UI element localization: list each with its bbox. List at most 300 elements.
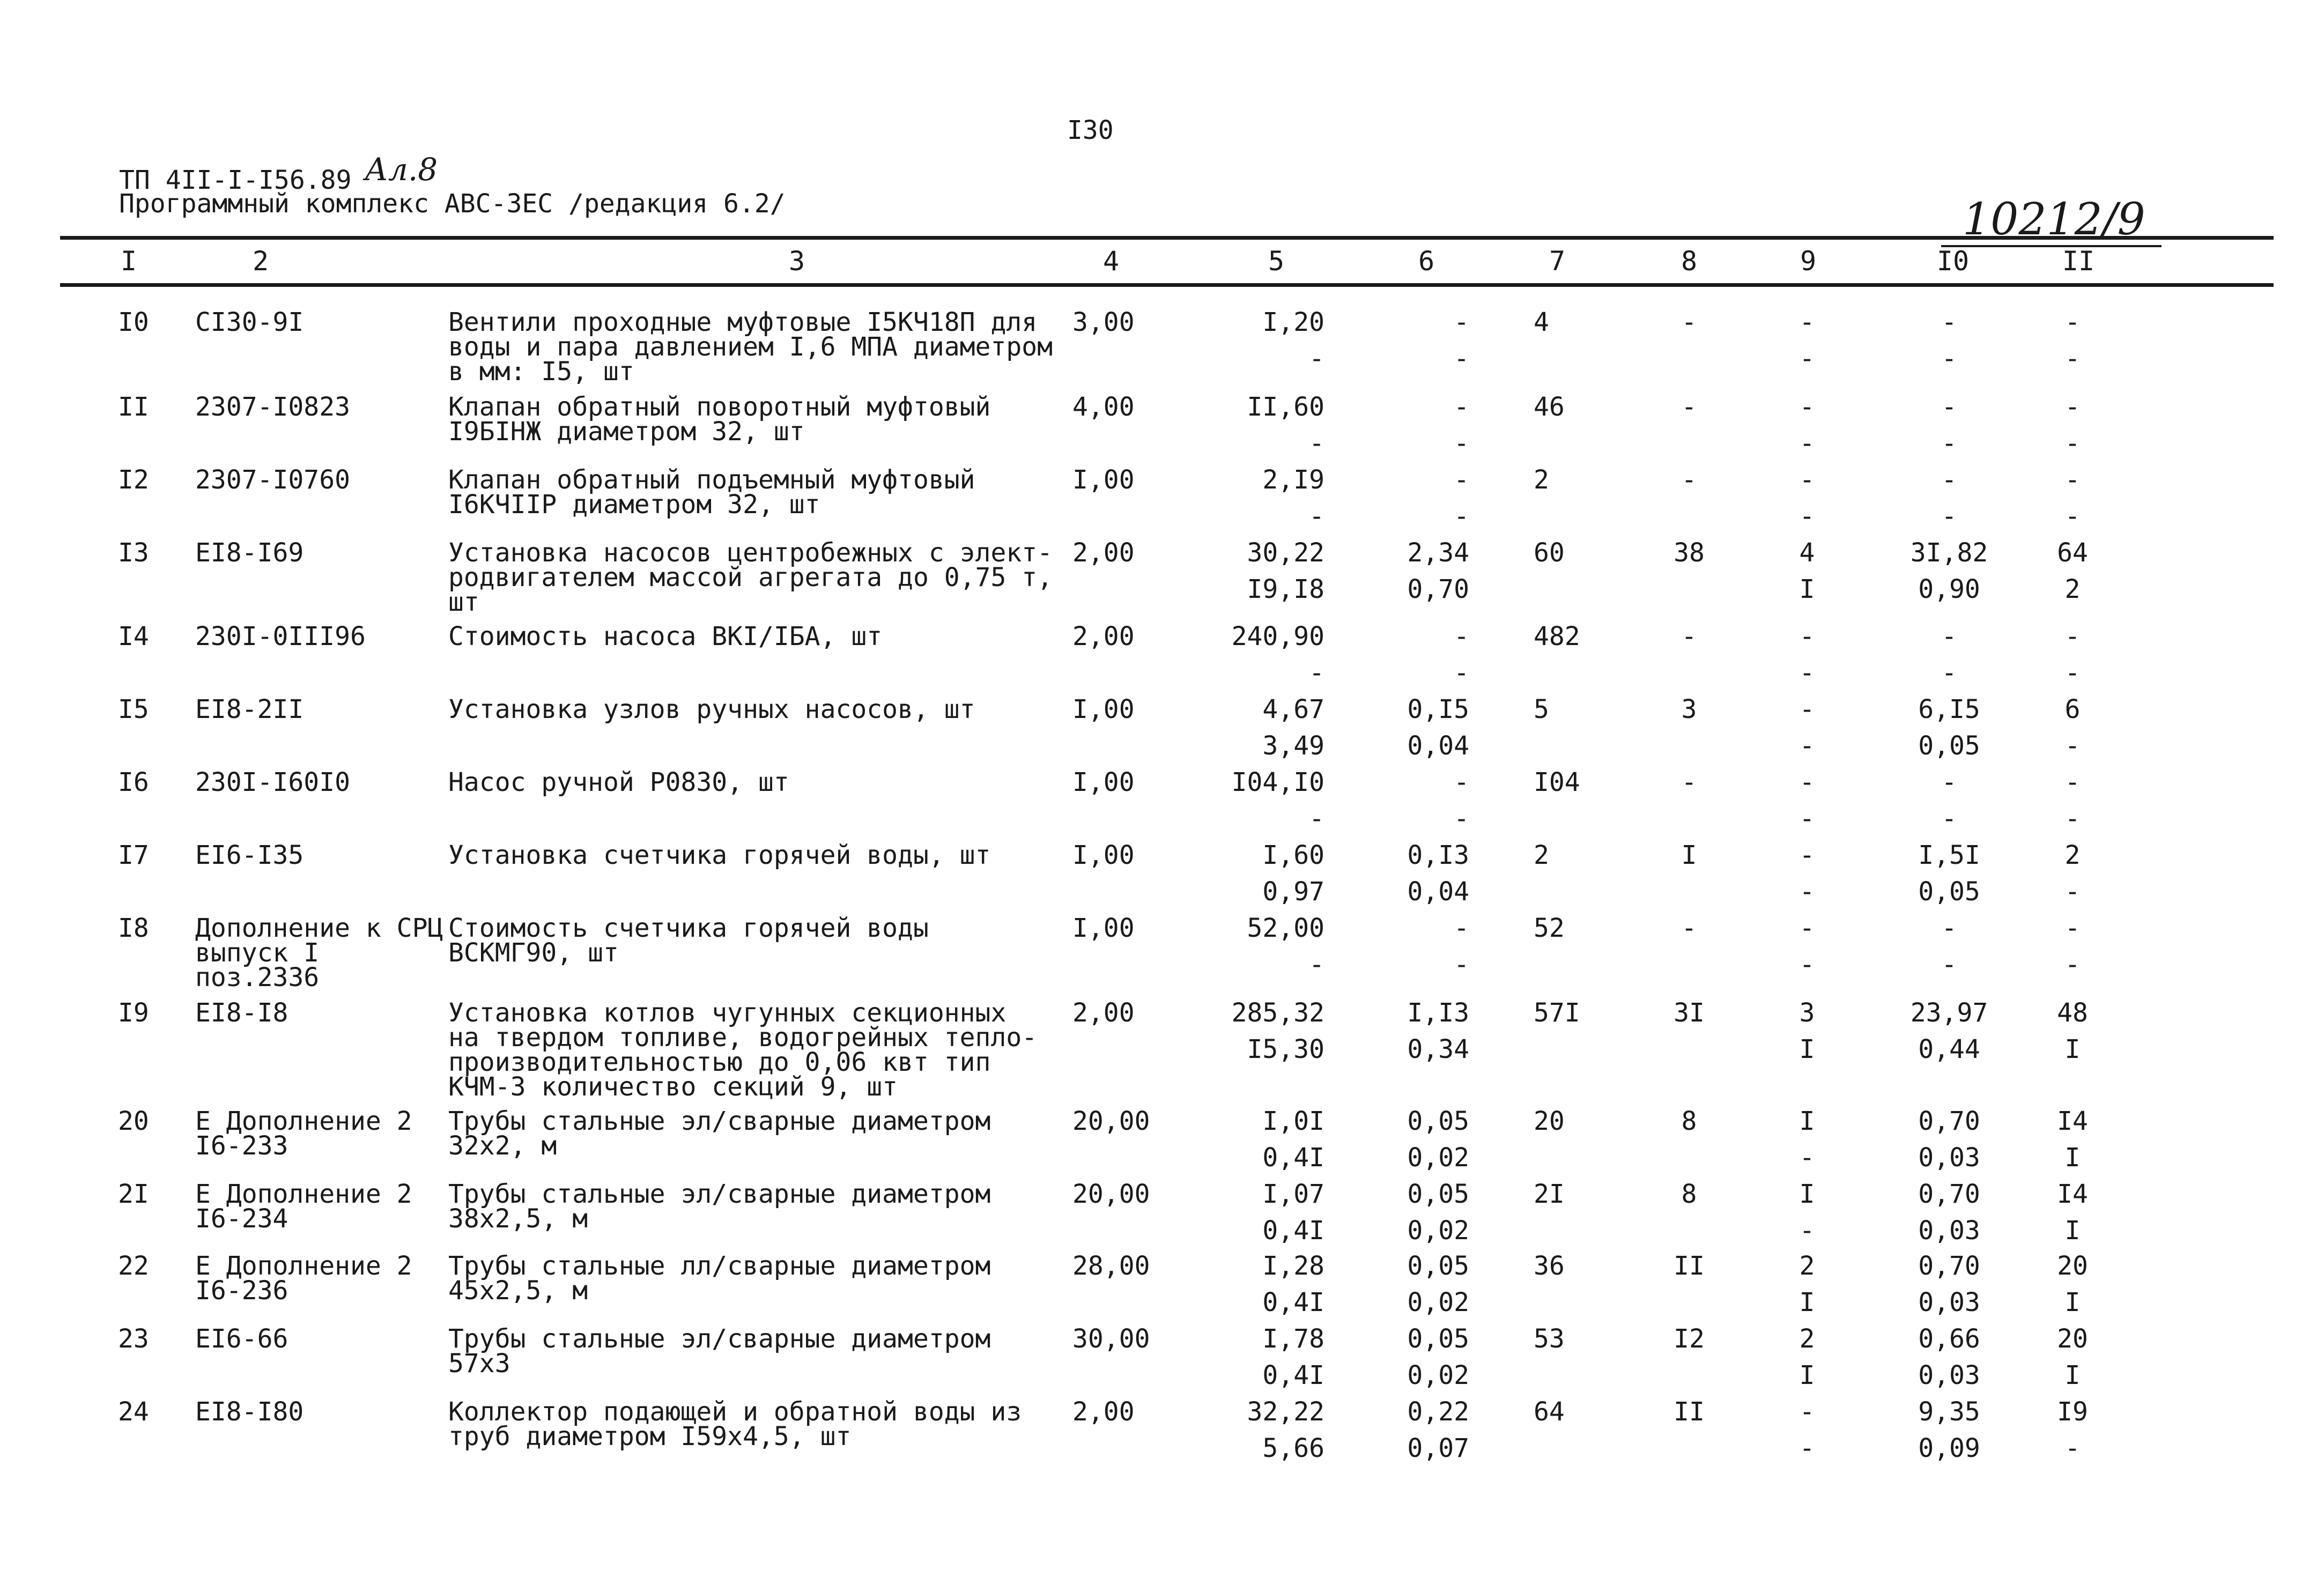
row-col11-sub: I — [2064, 1360, 2081, 1390]
row-col5-sub: 0,4I — [1262, 1143, 1324, 1173]
col-head-10: I0 — [1936, 246, 1970, 277]
row-number: I4 — [118, 621, 149, 651]
col-head-8: 8 — [1681, 246, 1698, 277]
row-col9-sub: I — [1799, 1360, 1815, 1390]
row-col9 — [1786, 1324, 1829, 1390]
row-col5-sub: 3,49 — [1262, 731, 1324, 761]
row-col10-sub: 0,44 — [1918, 1034, 1980, 1064]
col-head-11: II — [2062, 246, 2095, 277]
row-col7: 46 — [1534, 392, 1565, 422]
row-col7: 64 — [1534, 1397, 1565, 1427]
row-col11-main: - — [2064, 307, 2081, 337]
row-col5 — [1217, 392, 1324, 458]
row-col6-sub: 0,02 — [1407, 1360, 1469, 1390]
row-col10-main: 0,70 — [1918, 1179, 1980, 1209]
row-col10 — [1909, 621, 1989, 688]
row-col5-sub: - — [1309, 804, 1324, 834]
row-col11-main: I4 — [2057, 1106, 2088, 1136]
row-quantity: 2,00 — [1072, 538, 1135, 568]
row-col8: 3I — [1674, 998, 1705, 1028]
col-head-7: 7 — [1549, 246, 1566, 277]
row-col8: 3 — [1681, 694, 1697, 724]
row-col5-main: I,28 — [1262, 1251, 1324, 1281]
row-col9 — [1786, 621, 1829, 688]
row-col10 — [1909, 1324, 1989, 1390]
row-col11-main: I4 — [2057, 1179, 2088, 1209]
row-col11-sub: I — [2064, 1287, 2081, 1317]
row-col9-sub: - — [1799, 804, 1815, 834]
row-col10-sub: - — [1941, 950, 1957, 980]
row-col8: II — [1674, 1251, 1705, 1281]
handwritten-note: Ал.8 — [365, 151, 438, 188]
row-description: Трубы стальные эл/сварные диаметром 38х2,5, м — [448, 1179, 991, 1234]
row-col9-main: - — [1799, 392, 1815, 422]
row-description: Стоимость счетчика горячей воды ВСКМГ90, шт — [448, 913, 929, 968]
row-col6-sub: - — [1454, 344, 1469, 374]
row-col11-sub: - — [2064, 877, 2081, 907]
row-col9 — [1786, 913, 1829, 980]
row-col11 — [2048, 392, 2097, 458]
row-code: ЕI6-I35 — [195, 840, 304, 870]
row-quantity: I,00 — [1072, 913, 1135, 943]
row-col10 — [1909, 465, 1989, 531]
row-col5-main: 2,I9 — [1262, 465, 1324, 495]
row-description: Установка котлов чугунных секционных на твердом топливе, водогрейных тепло- производительностью до 0,06 квт тип КЧМ-3 количество секций 9, шт — [448, 998, 1038, 1102]
row-col9-sub: - — [1799, 731, 1815, 761]
row-col11 — [2048, 1397, 2097, 1463]
row-description: Трубы стальные эл/сварные диаметром 32х2, м — [448, 1106, 991, 1161]
col-head-2: 2 — [252, 246, 269, 277]
row-quantity: 30,00 — [1072, 1324, 1150, 1354]
row-col11-sub: - — [2064, 731, 2081, 761]
row-col6-sub: - — [1454, 658, 1469, 688]
row-col5 — [1217, 465, 1324, 531]
row-col9-main: - — [1799, 465, 1815, 495]
row-col6 — [1383, 538, 1469, 604]
row-col8: - — [1681, 465, 1697, 495]
row-col6 — [1383, 1251, 1469, 1317]
row-col8: - — [1681, 913, 1697, 943]
row-col10-main: - — [1941, 465, 1957, 495]
row-col9 — [1786, 1106, 1829, 1173]
header-rule — [60, 283, 2274, 287]
row-col11-main: - — [2064, 913, 2081, 943]
row-col9-main: 4 — [1799, 538, 1815, 568]
row-col10-sub: 0,09 — [1918, 1433, 1980, 1463]
row-col11 — [2048, 1251, 2097, 1317]
row-description: Вентили проходные муфтовые I5КЧ18П для воды и пара давлением I,6 МПА диаметром в мм: I5, шт — [448, 307, 1053, 387]
row-col10-sub: 0,03 — [1918, 1216, 1980, 1246]
row-col5 — [1217, 998, 1324, 1064]
row-quantity: I,00 — [1072, 840, 1135, 870]
program-line: Программный комплекс АВС-3ЕС /редакция 6.2/ — [119, 189, 786, 219]
row-description: Установка счетчика горячей воды, шт — [448, 840, 991, 870]
row-col11-sub: - — [2064, 344, 2081, 374]
row-code: Е Дополнение 2 I6-234 — [195, 1179, 412, 1234]
row-col7: 36 — [1534, 1251, 1565, 1281]
row-col11-main: 20 — [2057, 1251, 2088, 1281]
row-col10-sub: 0,90 — [1918, 574, 1980, 604]
row-col6 — [1383, 913, 1469, 980]
row-col9-sub: - — [1799, 1433, 1815, 1463]
row-col6-main: - — [1454, 621, 1469, 651]
row-col10 — [1909, 538, 1989, 604]
row-quantity: 2,00 — [1072, 1397, 1135, 1427]
row-col10-main: - — [1941, 767, 1957, 797]
row-col5-sub: 0,4I — [1262, 1216, 1324, 1246]
row-col5 — [1217, 1106, 1324, 1173]
row-quantity: 4,00 — [1072, 392, 1135, 422]
row-col10-main: 0,66 — [1918, 1324, 1980, 1354]
row-col10-sub: 0,05 — [1918, 731, 1980, 761]
row-col5 — [1217, 694, 1324, 761]
row-quantity: I,00 — [1072, 767, 1135, 797]
row-col5 — [1217, 538, 1324, 604]
row-col5 — [1217, 307, 1324, 374]
row-quantity: 28,00 — [1072, 1251, 1150, 1281]
row-col11-sub: - — [2064, 658, 2081, 688]
row-col9-main: - — [1799, 840, 1815, 870]
row-col6-sub: 0,02 — [1407, 1216, 1469, 1246]
row-col8: 38 — [1674, 538, 1705, 568]
row-description: Клапан обратный подъемный муфтовый I6КЧIIР диаметром 32, шт — [448, 465, 975, 520]
row-col6 — [1383, 1324, 1469, 1390]
row-col10-sub: - — [1941, 804, 1957, 834]
row-code: ЕI8-I8 — [195, 998, 288, 1028]
row-col9-sub: - — [1799, 1143, 1815, 1173]
row-col6 — [1383, 998, 1469, 1064]
row-col10-sub: - — [1941, 501, 1957, 531]
row-col6-main: - — [1454, 913, 1469, 943]
row-col6 — [1383, 392, 1469, 458]
row-col5-main: I04,I0 — [1231, 767, 1324, 797]
row-code: ЕI8-I80 — [195, 1397, 304, 1427]
row-number: 20 — [118, 1106, 149, 1136]
row-col10 — [1909, 1251, 1989, 1317]
row-col6-sub: - — [1454, 804, 1469, 834]
row-col7: 2 — [1534, 840, 1549, 870]
row-col10-sub: - — [1941, 658, 1957, 688]
row-col9-sub: - — [1799, 501, 1815, 531]
row-col11-sub: 2 — [2064, 574, 2081, 604]
row-col9-sub: - — [1799, 950, 1815, 980]
row-col10-sub: 0,03 — [1918, 1143, 1980, 1173]
row-quantity: 20,00 — [1072, 1106, 1150, 1136]
row-col6-main: 2,34 — [1407, 538, 1469, 568]
row-col11 — [2048, 465, 2097, 531]
row-col11-main: 48 — [2057, 998, 2088, 1028]
row-col10-main: - — [1941, 392, 1957, 422]
row-number: 22 — [118, 1251, 149, 1281]
row-col6 — [1383, 1106, 1469, 1173]
row-col9 — [1786, 392, 1829, 458]
row-col10 — [1909, 1397, 1989, 1463]
row-col8: - — [1681, 307, 1697, 337]
row-col5-sub: 0,4I — [1262, 1287, 1324, 1317]
row-col5 — [1217, 1251, 1324, 1317]
row-col5-sub: I9,I8 — [1247, 574, 1324, 604]
row-col11 — [2048, 621, 2097, 688]
row-col5 — [1217, 621, 1324, 688]
row-quantity: I,00 — [1072, 694, 1135, 724]
row-col10-main: 9,35 — [1918, 1397, 1980, 1427]
row-col5-main: I,07 — [1262, 1179, 1324, 1209]
row-col7: 53 — [1534, 1324, 1565, 1354]
row-description: Установка узлов ручных насосов, шт — [448, 694, 975, 724]
row-code: Е Дополнение 2 I6-233 — [195, 1106, 412, 1161]
row-col8: 8 — [1681, 1106, 1697, 1136]
row-col6-main: 0,05 — [1407, 1106, 1469, 1136]
row-col11 — [2048, 538, 2097, 604]
row-code: CI30-9I — [195, 307, 304, 337]
row-col6-sub: 0,34 — [1407, 1034, 1469, 1064]
row-col5-main: 32,22 — [1247, 1397, 1324, 1427]
row-col10-sub: - — [1941, 344, 1957, 374]
row-col10-sub: 0,03 — [1918, 1287, 1980, 1317]
row-col11 — [2048, 1179, 2097, 1246]
row-col11-sub: I — [2064, 1143, 2081, 1173]
row-col11-main: 20 — [2057, 1324, 2088, 1354]
row-col11-main: I9 — [2057, 1397, 2088, 1427]
row-col5-sub: - — [1309, 501, 1324, 531]
row-col9-sub: I — [1799, 1287, 1815, 1317]
row-col9 — [1786, 465, 1829, 531]
row-col6 — [1383, 1397, 1469, 1463]
row-quantity: 20,00 — [1072, 1179, 1150, 1209]
row-col6-main: - — [1454, 392, 1469, 422]
row-col11-sub: - — [2064, 804, 2081, 834]
row-col9-sub: - — [1799, 877, 1815, 907]
row-quantity: 2,00 — [1072, 998, 1135, 1028]
row-col10 — [1909, 913, 1989, 980]
row-col9-main: 2 — [1799, 1324, 1815, 1354]
row-col6 — [1383, 307, 1469, 374]
row-col9-main: - — [1799, 913, 1815, 943]
page-number: I30 — [1067, 115, 1114, 145]
row-col9 — [1786, 1251, 1829, 1317]
row-number: I5 — [118, 694, 149, 724]
row-description: Установка насосов центробежных с элект- родвигателем массой агрегата до 0,75 т, шт — [448, 538, 1053, 617]
row-col6 — [1383, 621, 1469, 688]
row-col8: 8 — [1681, 1179, 1697, 1209]
row-col9-sub: - — [1799, 658, 1815, 688]
row-col10 — [1909, 998, 1989, 1064]
row-col6-sub: - — [1454, 428, 1469, 458]
row-col5 — [1217, 1397, 1324, 1463]
row-col11 — [2048, 840, 2097, 907]
row-col9 — [1786, 307, 1829, 374]
row-col5-sub: 0,4I — [1262, 1360, 1324, 1390]
row-col6-main: 0,I5 — [1407, 694, 1469, 724]
row-col10 — [1909, 840, 1989, 907]
row-col9 — [1786, 1397, 1829, 1463]
row-col6-sub: - — [1454, 950, 1469, 980]
row-col6 — [1383, 1179, 1469, 1246]
row-code: ЕI6-66 — [195, 1324, 288, 1354]
row-col7: 4 — [1534, 307, 1549, 337]
row-col6-main: 0,05 — [1407, 1179, 1469, 1209]
row-col10 — [1909, 1106, 1989, 1173]
row-col6-main: 0,22 — [1407, 1397, 1469, 1427]
row-col6-main: 0,05 — [1407, 1324, 1469, 1354]
row-col9-main: - — [1799, 621, 1815, 651]
row-col10 — [1909, 1179, 1989, 1246]
row-col7: 60 — [1534, 538, 1565, 568]
row-col6-main: 0,05 — [1407, 1251, 1469, 1281]
row-col6-sub: 0,04 — [1407, 731, 1469, 761]
row-col6-sub: 0,02 — [1407, 1287, 1469, 1317]
row-col11 — [2048, 1106, 2097, 1173]
row-col10-main: 0,70 — [1918, 1251, 1980, 1281]
row-col9 — [1786, 998, 1829, 1064]
col-head-3: 3 — [788, 246, 805, 277]
row-col6-main: - — [1454, 465, 1469, 495]
row-col5-main: I,60 — [1262, 840, 1324, 870]
row-col9-main: 2 — [1799, 1251, 1815, 1281]
row-col11-sub: - — [2064, 950, 2081, 980]
row-quantity: 3,00 — [1072, 307, 1135, 337]
row-col9 — [1786, 1179, 1829, 1246]
row-col5 — [1217, 1324, 1324, 1390]
row-col8: II — [1674, 1397, 1705, 1427]
row-col6-sub: 0,07 — [1407, 1433, 1469, 1463]
row-col10 — [1909, 307, 1989, 374]
row-quantity: I,00 — [1072, 465, 1135, 495]
row-col5-sub: 0,97 — [1262, 877, 1324, 907]
row-col9-sub: - — [1799, 344, 1815, 374]
row-col5-main: 240,90 — [1231, 621, 1324, 651]
row-number: I7 — [118, 840, 149, 870]
row-number: 23 — [118, 1324, 149, 1354]
row-col5-sub: - — [1309, 950, 1324, 980]
row-col6 — [1383, 767, 1469, 834]
row-number: I6 — [118, 767, 149, 797]
row-col8: - — [1681, 767, 1697, 797]
row-col5-sub: - — [1309, 658, 1324, 688]
row-col9 — [1786, 767, 1829, 834]
row-col7: 52 — [1534, 913, 1565, 943]
row-col11-sub: - — [2064, 1433, 2081, 1463]
row-col9-main: I — [1799, 1106, 1815, 1136]
row-col5-main: 4,67 — [1262, 694, 1324, 724]
doc-id: ТП 4II-I-I56.89 — [119, 165, 352, 195]
row-number: I0 — [118, 307, 149, 337]
row-col11-main: 6 — [2064, 694, 2081, 724]
row-col5-sub: I5,30 — [1247, 1034, 1324, 1064]
row-col11 — [2048, 694, 2097, 761]
row-col11-main: 64 — [2057, 538, 2088, 568]
row-col5-main: I,78 — [1262, 1324, 1324, 1354]
row-description: Стоимость насоса ВКI/IБА, шт — [448, 621, 883, 651]
row-col10-main: 0,70 — [1918, 1106, 1980, 1136]
col-head-6: 6 — [1418, 246, 1435, 277]
row-col9-sub: I — [1799, 1034, 1815, 1064]
row-col7: 20 — [1534, 1106, 1565, 1136]
row-col10-sub: - — [1941, 428, 1957, 458]
row-col9-main: 3 — [1799, 998, 1815, 1028]
row-col9-sub: I — [1799, 574, 1815, 604]
row-col7: 482 — [1534, 621, 1580, 651]
row-col9 — [1786, 694, 1829, 761]
row-col7: 57I — [1534, 998, 1580, 1028]
row-col6-main: I,I3 — [1407, 998, 1469, 1028]
row-col11-main: - — [2064, 465, 2081, 495]
handwritten-code: 10212/9 — [1963, 194, 2145, 245]
row-col10-main: 23,97 — [1910, 998, 1988, 1028]
row-col6 — [1383, 694, 1469, 761]
row-col10 — [1909, 767, 1989, 834]
row-col7: I04 — [1534, 767, 1580, 797]
row-code: ЕI8-I69 — [195, 538, 304, 568]
row-col5 — [1217, 1179, 1324, 1246]
row-col9-main: - — [1799, 307, 1815, 337]
row-description: Насос ручной Р0830, шт — [448, 767, 789, 797]
row-col11-sub: - — [2064, 428, 2081, 458]
row-col6-sub: 0,02 — [1407, 1143, 1469, 1173]
row-number: I9 — [118, 998, 149, 1028]
row-col10-main: 6,I5 — [1918, 694, 1980, 724]
row-col6-sub: 0,04 — [1407, 877, 1469, 907]
row-col11-sub: I — [2064, 1216, 2081, 1246]
row-col9 — [1786, 840, 1829, 907]
row-description: Коллектор подающей и обратной воды из труб диаметром I59х4,5, шт — [448, 1397, 1022, 1452]
row-number: II — [118, 392, 149, 422]
row-quantity: 2,00 — [1072, 621, 1135, 651]
row-col5-sub: - — [1309, 428, 1324, 458]
col-head-1: I — [120, 246, 137, 277]
row-number: I8 — [118, 913, 149, 943]
row-col5-sub: 5,66 — [1262, 1433, 1324, 1463]
row-col5-main: 285,32 — [1231, 998, 1324, 1028]
row-col10-main: - — [1941, 307, 1957, 337]
row-col5 — [1217, 767, 1324, 834]
row-code: ЕI8-2II — [195, 694, 304, 724]
row-col8: - — [1681, 621, 1697, 651]
row-col7: 2 — [1534, 465, 1549, 495]
row-col6-sub: - — [1454, 501, 1469, 531]
row-col11 — [2048, 307, 2097, 374]
row-col11 — [2048, 1324, 2097, 1390]
row-description: Трубы стальные эл/сварные диаметром 57х3 — [448, 1324, 991, 1379]
row-code: 2307-I0760 — [195, 465, 350, 495]
row-col5-main: I,20 — [1262, 307, 1324, 337]
col-head-4: 4 — [1102, 246, 1120, 277]
row-col11-main: - — [2064, 621, 2081, 651]
row-col11-main: - — [2064, 392, 2081, 422]
row-code: 230I-0III96 — [195, 621, 366, 651]
row-number: 2I — [118, 1179, 149, 1209]
row-col10-main: - — [1941, 913, 1957, 943]
row-col5-main: II,60 — [1247, 392, 1324, 422]
row-col11 — [2048, 767, 2097, 834]
row-number: I2 — [118, 465, 149, 495]
row-col6-main: - — [1454, 307, 1469, 337]
row-col9-sub: - — [1799, 428, 1815, 458]
row-col11 — [2048, 998, 2097, 1064]
row-col5 — [1217, 840, 1324, 907]
row-col6 — [1383, 465, 1469, 531]
row-col6-sub: 0,70 — [1407, 574, 1469, 604]
row-code: 2307-I0823 — [195, 392, 350, 422]
row-col5-sub: - — [1309, 344, 1324, 374]
col-head-5: 5 — [1268, 246, 1285, 277]
row-col10 — [1909, 392, 1989, 458]
row-col10-main: - — [1941, 621, 1957, 651]
row-number: I3 — [118, 538, 149, 568]
row-col10-main: I,5I — [1918, 840, 1980, 870]
row-col5 — [1217, 913, 1324, 980]
row-col6-main: - — [1454, 767, 1469, 797]
